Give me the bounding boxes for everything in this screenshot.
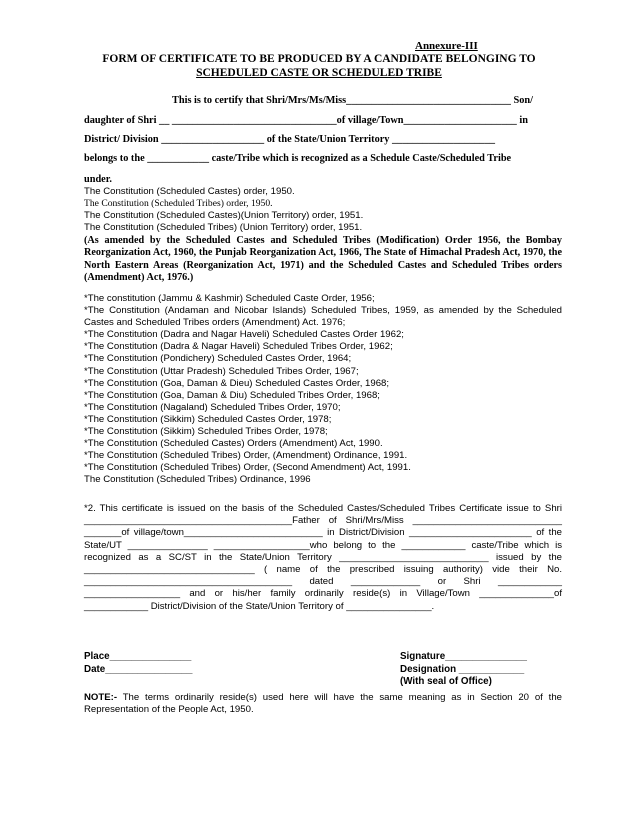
orders-list-first xyxy=(84,186,562,234)
certificate-basis-paragraph xyxy=(84,503,562,613)
basis-text: *2. This certificate is issued on the basis of the Scheduled Castes/Scheduled Tribes Certificate issue to Shri _______________________________________Father of Shri/Mrs/Miss ____________________________ _______of village/town__________________________ in District/Division _______________________ of the State/UT _______________ __________________who belong to the ____________ caste/Tribe which is recognized as a SC/ST in the State/Union Territory ____________________________ issued by the ________________________________ ( name of the prescribed issuing authority) vide their No. _______________________________________ dated _____________ or Shri ____________ __________________ and or his/her family ordinarily reside(s) in Village/Town ______________of ____________ District/Division of the State/Union Territory of ________________. xyxy=(84,503,562,612)
order-item: *The Constitution (Scheduled Tribes) Order, (Second Amendment) Act, 1991. xyxy=(84,462,411,474)
order-item: The Constitution (Scheduled Tribes) (Union Territory) order, 1951. xyxy=(84,222,363,234)
fill-line-caste: belongs to the ____________ caste/Tribe which is recognized as a Schedule Caste/Scheduled Tribe xyxy=(84,153,512,164)
order-item: *The Constitution (Goa, Daman & Dieu) Scheduled Castes Order, 1968; xyxy=(84,377,390,389)
certificate-fill-lines xyxy=(84,94,562,186)
order-item: *The Constitution (Scheduled Castes) Orders (Amendment) Act, 1990. xyxy=(84,438,383,450)
place-date-block xyxy=(84,651,192,676)
designation-field: Designation ____________ xyxy=(400,663,525,675)
seal-note: (With seal of Office) xyxy=(400,676,492,687)
order-item: *The Constitution (Scheduled Tribes) Order, (Amendment) Ordinance, 1991. xyxy=(84,450,408,462)
orders-list-second xyxy=(84,293,562,487)
order-item: *The Constitution (Goa, Daman & Diu) Scheduled Tribes Order, 1968; xyxy=(84,389,380,401)
amendment-text: (As amended by the Scheduled Castes and Scheduled Tribes (Modification) Order 1956, the Bombay Reorganization Act, 1960, the Punjab Reorganization Act, 1966, The State of Himachal Pradesh Act, 1970, the North Eastern Areas (Reorganization Act, 1971) and the Scheduled Castes and Scheduled Tribes orders (Amendment) Act, 1976.) xyxy=(84,235,562,284)
note-block xyxy=(84,692,562,717)
form-subtitle: SCHEDULED CASTE OR SCHEDULED TRIBE xyxy=(196,67,442,79)
signature-block xyxy=(400,651,527,689)
order-item: *The Constitution (Nagaland) Scheduled Tribes Order, 1970; xyxy=(84,401,341,413)
order-item: *The Constitution (Andaman and Nicobar Islands) Scheduled Tribes, 1959, as amended by the Scheduled Castes and Scheduled Tribes orders (Amendment) Act. 1976; xyxy=(84,305,562,329)
order-item: The Constitution (Scheduled Tribes) order, 1950. xyxy=(84,198,273,210)
note-label: NOTE:- xyxy=(84,692,118,703)
fill-line-under: under. xyxy=(84,174,112,185)
order-item: The Constitution (Scheduled Castes) order, 1950. xyxy=(84,186,295,197)
date-field: Date________________ xyxy=(84,663,193,675)
order-item: *The constitution (Jammu & Kashmir) Scheduled Caste Order, 1956; xyxy=(84,293,375,304)
order-item: *The Constitution (Sikkim) Scheduled Tribes Order, 1978; xyxy=(84,426,328,438)
order-item: *The Constitution (Dadra & Nagar Haveli) Scheduled Tribes Order, 1962; xyxy=(84,341,393,353)
order-item: The Constitution (Scheduled Castes)(Union Territory) order, 1951. xyxy=(84,210,364,222)
order-item: *The Constitution (Pondichery) Scheduled Castes Order, 1964; xyxy=(84,353,352,365)
note-text: The terms ordinarily reside(s) used here will have the same meaning as in Section 20 of the Representation of the People Act, 1950. xyxy=(84,692,562,716)
form-title: FORM OF CERTIFICATE TO BE PRODUCED BY A CANDIDATE BELONGING TO xyxy=(102,53,536,65)
annexure-label: Annexure-III xyxy=(415,40,478,52)
fill-line-district: District/ Division ____________________ of the State/Union Territory ____________________ xyxy=(84,134,496,145)
order-item: *The Constitution (Uttar Pradesh) Scheduled Tribes Order, 1967; xyxy=(84,365,359,377)
order-item: The Constitution (Scheduled Tribes) Ordinance, 1996 xyxy=(84,474,311,486)
signature-field: Signature_______________ xyxy=(400,651,527,662)
order-item: *The Constitution (Sikkim) Scheduled Castes Order, 1978; xyxy=(84,413,332,425)
amendment-note xyxy=(84,235,562,285)
order-item: *The Constitution (Dadra and Nagar Haveli) Scheduled Castes Order 1962; xyxy=(84,329,404,341)
fill-line-name: This is to certify that Shri/Mrs/Ms/Miss________________________________ Son/ xyxy=(172,95,533,106)
place-field: Place_______________ xyxy=(84,651,192,662)
fill-line-parent: daughter of Shri __ ________________________________of village/Town______________________ in xyxy=(84,115,528,126)
